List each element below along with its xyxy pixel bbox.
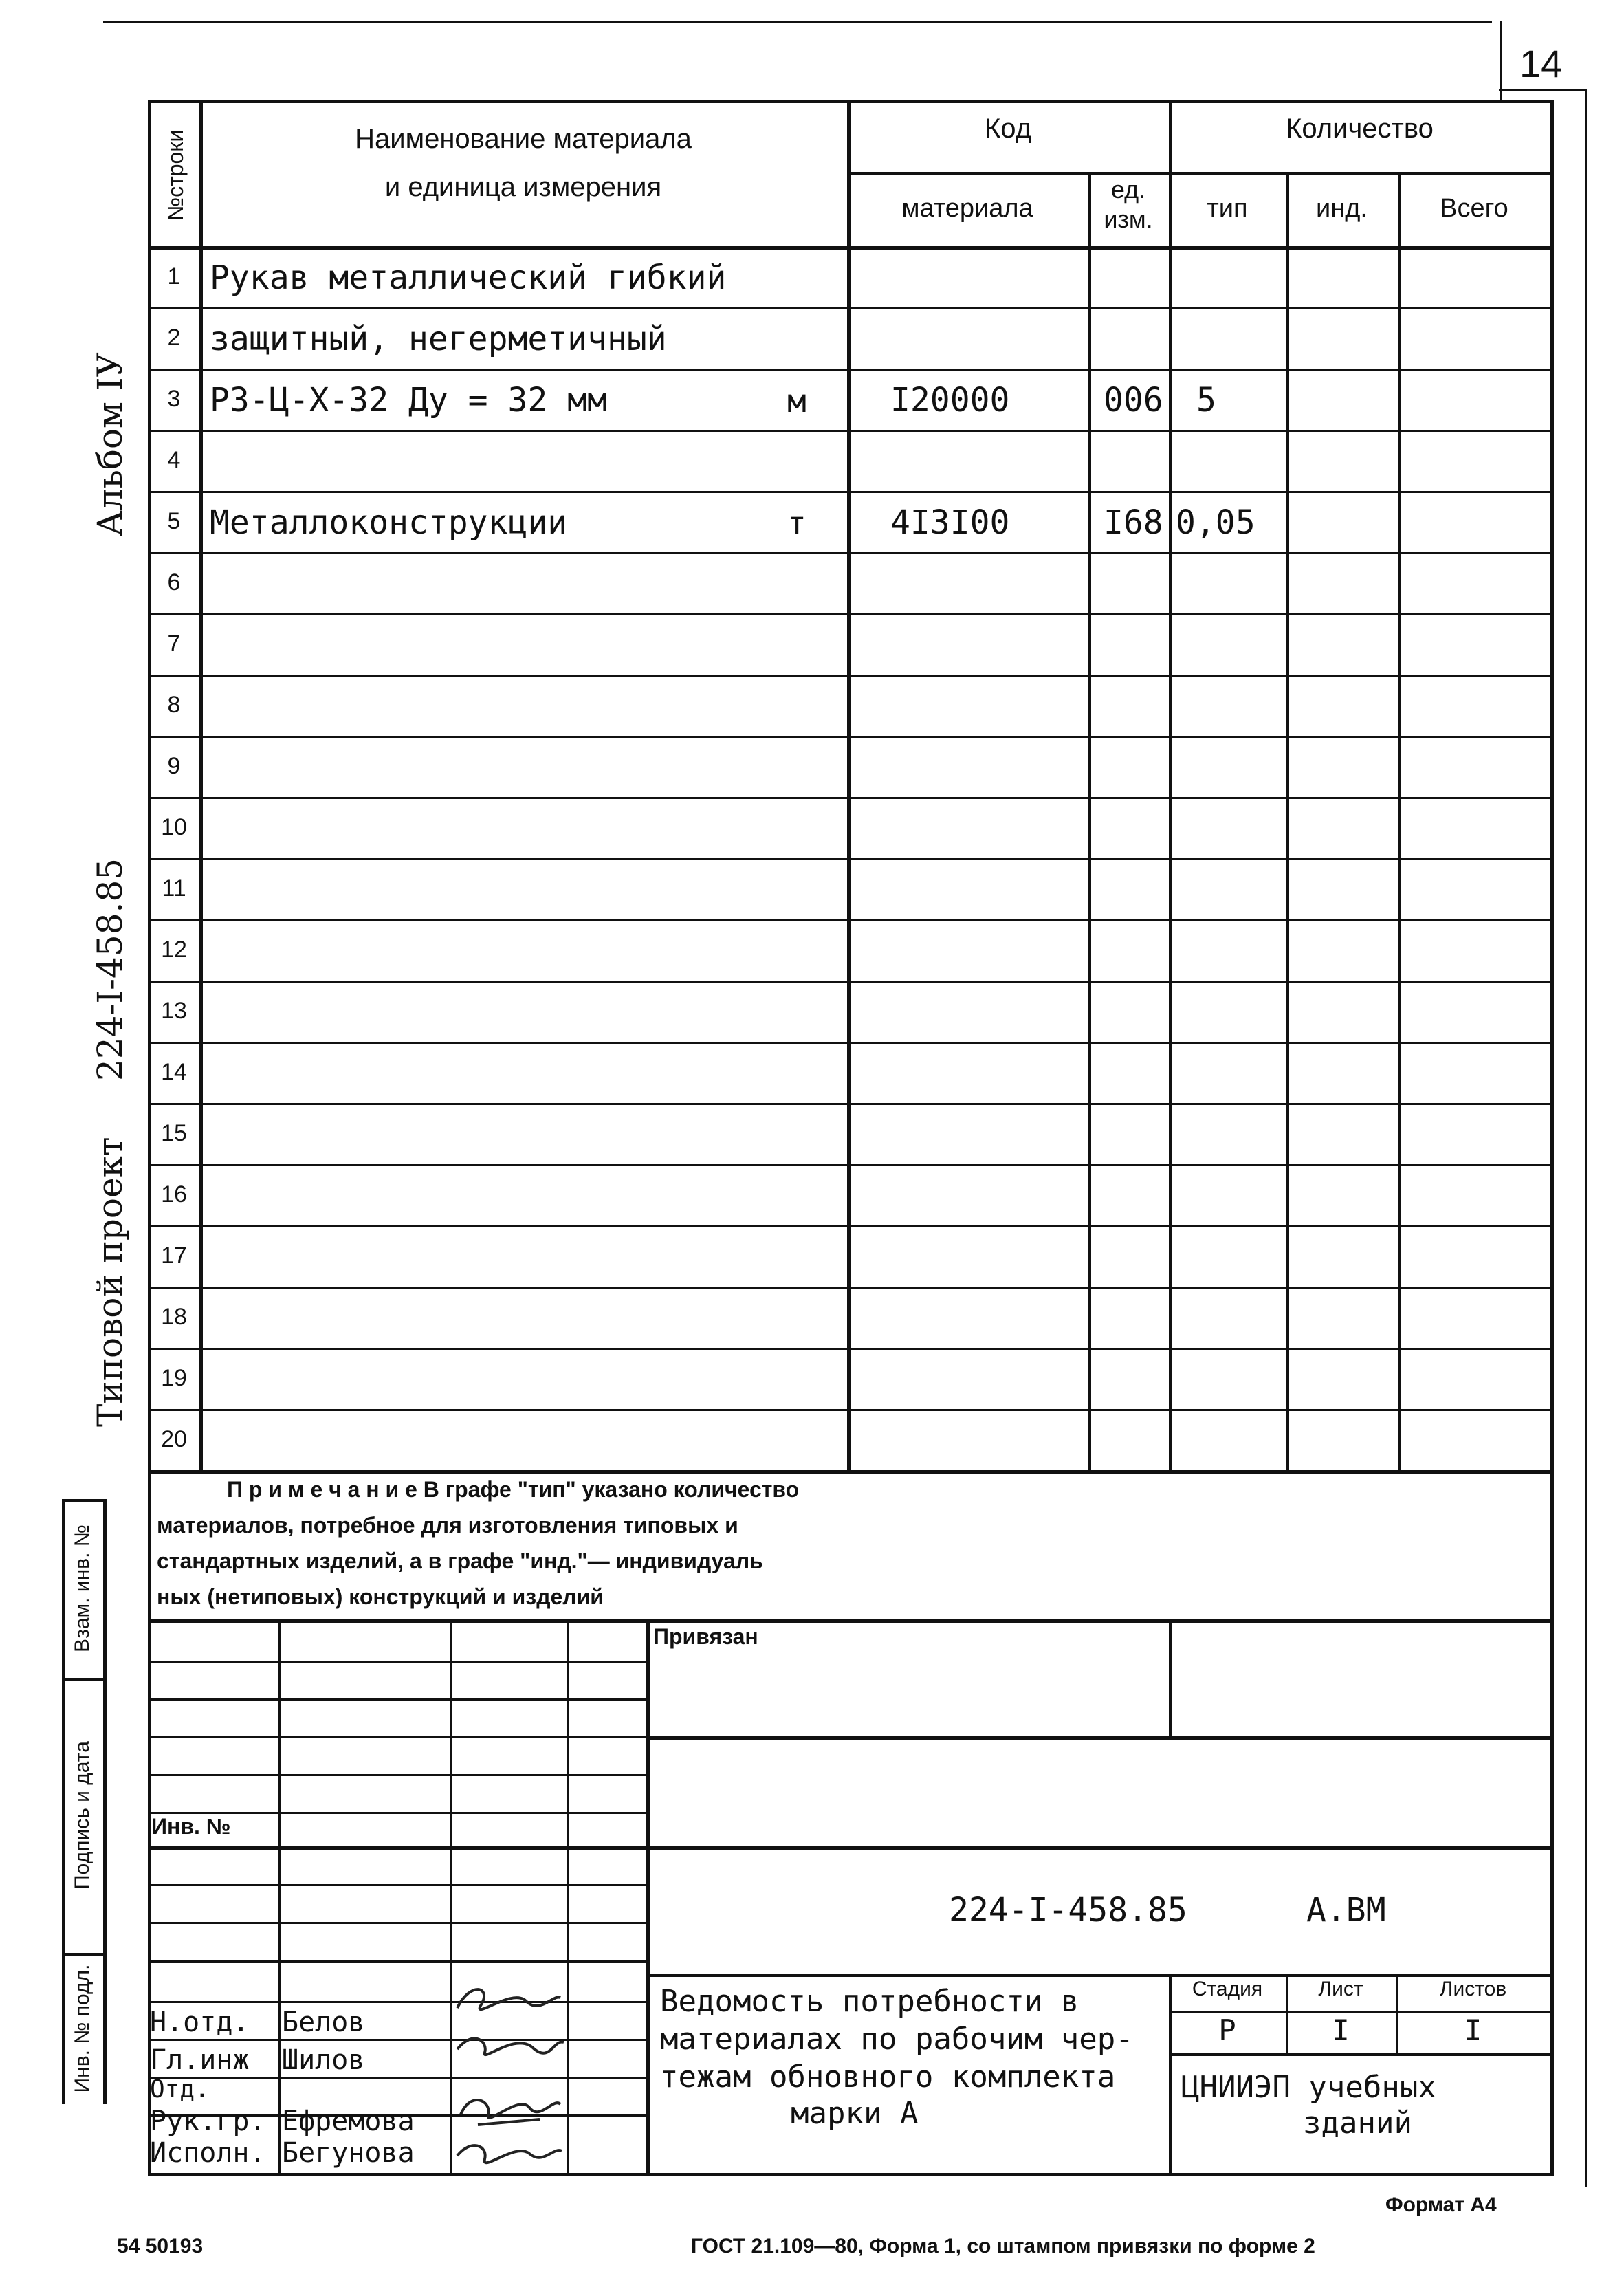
stamp-row xyxy=(148,2001,646,2003)
signer-name: Бегунова xyxy=(282,2137,415,2169)
signer-role: Гл.инж xyxy=(150,2044,250,2076)
stamp-row xyxy=(148,1736,646,1738)
row5-type: 0,05 xyxy=(1176,503,1255,542)
signature-3 xyxy=(461,2100,560,2125)
row-line xyxy=(148,430,1554,432)
note-line1: П р и м е ч а н и е В графе "тип" указано количество xyxy=(227,1477,800,1502)
binding-strip-sep1 xyxy=(62,1678,107,1681)
header-row-no: №строки xyxy=(163,129,188,221)
stamp-stage-value: Р xyxy=(1218,2013,1236,2047)
typical-project-label: Типовой проект xyxy=(90,1137,130,1427)
binding-strip-mid xyxy=(103,1499,107,2104)
row1-name: Рукав металлический гибкий xyxy=(210,259,727,297)
row-number: 2 xyxy=(167,325,181,351)
row5-unit: т xyxy=(787,505,806,542)
note-line2: материалов, потребное для изготовления типовых и xyxy=(157,1513,738,1538)
stamp-title-line2: материалах по рабочим чер- xyxy=(660,2022,1134,2057)
row-number: 7 xyxy=(167,631,181,657)
table-top-border xyxy=(148,100,1554,103)
row-number: 14 xyxy=(161,1059,187,1085)
row-line xyxy=(148,1225,1554,1227)
table-body-bottom xyxy=(148,1470,1554,1474)
signer-name: Шилов xyxy=(282,2044,365,2076)
stamp-bottom xyxy=(148,2173,1554,2176)
row-number: 11 xyxy=(162,875,186,901)
row-number: 16 xyxy=(161,1181,187,1207)
header-code: Код xyxy=(984,113,1031,144)
stamp-doc-code: 224-I-458.85 xyxy=(949,1891,1187,1929)
row-number: 20 xyxy=(161,1426,187,1452)
note-line3: стандартных изделий, а в графе "инд."— индивидуаль xyxy=(157,1549,763,1573)
stamp-title-line4: марки А xyxy=(791,2096,919,2131)
stamp-main-divider xyxy=(646,1619,650,2176)
stamp-code-top xyxy=(646,1846,1554,1850)
row-line xyxy=(148,307,1554,309)
binding-vzam-inv: Взам. инв. № xyxy=(71,1524,94,1652)
stamp-row xyxy=(148,1922,646,1924)
row-number: 13 xyxy=(161,998,187,1024)
row5-unit-code: I68 xyxy=(1104,503,1163,542)
stamp-sheets-value: I xyxy=(1464,2013,1482,2047)
header-subline xyxy=(847,172,1552,175)
signer-name: Ефремова xyxy=(282,2106,415,2137)
row-number: 8 xyxy=(167,692,181,718)
row-line xyxy=(148,552,1554,554)
row-line xyxy=(148,1348,1554,1350)
album-label: Альбом IУ xyxy=(90,352,130,536)
signature-2 xyxy=(457,2038,564,2055)
col-type-line xyxy=(1286,172,1289,1472)
signer-role: Исполн. xyxy=(150,2137,266,2169)
row-number: 9 xyxy=(167,753,181,779)
header-material: материала xyxy=(901,194,1033,223)
row2-name: защитный, негерметичный xyxy=(210,320,667,358)
row-line xyxy=(148,1287,1554,1289)
signer-role: Отд. xyxy=(150,2075,210,2103)
binding-inv-podl: Инв. № подл. xyxy=(71,1964,94,2093)
row-number: 19 xyxy=(161,1365,187,1391)
row-line xyxy=(148,1409,1554,1411)
col-ind-line xyxy=(1398,172,1401,1472)
row-line xyxy=(148,675,1554,677)
header-name-line2: и единица измерения xyxy=(384,172,662,202)
stamp-row xyxy=(148,1884,646,1886)
page-number-underline xyxy=(1499,89,1585,91)
stamp-privyazan: Привязан xyxy=(653,1624,758,1649)
row-line xyxy=(148,369,1554,371)
col-rownum-line xyxy=(199,100,203,1472)
row3-name: РЗ-Ц-Х-32 Ду = 32 мм xyxy=(210,381,607,419)
top-border xyxy=(103,21,1492,23)
row-line xyxy=(148,797,1554,799)
row-line xyxy=(148,1042,1554,1044)
note-line4: ных (нетиповых) конструкций и изделий xyxy=(157,1584,604,1609)
stamp-sign-top xyxy=(148,1960,646,1963)
col-name-line xyxy=(847,100,851,1472)
stamp-col-c xyxy=(567,1619,569,2176)
row3-type: 5 xyxy=(1196,381,1216,419)
stamp-row xyxy=(148,2077,646,2079)
header-bottom xyxy=(148,246,1554,250)
row-number: 15 xyxy=(161,1120,187,1146)
page-number-divider xyxy=(1500,21,1502,100)
header-ind: инд. xyxy=(1316,194,1368,223)
footer-gost: ГОСТ 21.109—80, Форма 1, со штампом привязки по форме 2 xyxy=(691,2235,1315,2257)
row-number: 17 xyxy=(161,1243,187,1269)
row-line xyxy=(148,858,1554,860)
row5-name: Металлоконструкции xyxy=(210,503,568,542)
stamp-title-line3: тежам обновного комплекта xyxy=(660,2059,1116,2095)
row-line xyxy=(148,1164,1554,1166)
header-quantity: Количество xyxy=(1286,113,1434,144)
table-right-border xyxy=(1550,100,1554,2173)
stamp-stage-label: Стадия xyxy=(1192,1978,1263,2000)
signer-role: Н.отд. xyxy=(150,2007,250,2038)
row5-code: 4I3I00 xyxy=(890,503,1010,542)
footer-format: Формат А4 xyxy=(1385,2194,1497,2216)
signature-4 xyxy=(457,2145,562,2163)
row-number: 12 xyxy=(161,937,187,963)
row3-unit-code: 006 xyxy=(1104,381,1163,419)
right-border xyxy=(1585,89,1587,2187)
row3-unit: м xyxy=(787,382,806,419)
stamp-org-line2: зданий xyxy=(1303,2106,1412,2141)
row3-code: I20000 xyxy=(890,381,1010,419)
header-name-line1: Наименование материала xyxy=(355,124,692,154)
row-number: 18 xyxy=(161,1304,187,1330)
signature-scribbles xyxy=(450,1967,567,2173)
stamp-inv-line xyxy=(148,1846,646,1850)
stamp-row xyxy=(148,1661,646,1663)
stamp-sheet-value: I xyxy=(1332,2013,1350,2047)
signature-1 xyxy=(457,1989,560,2009)
signer-role: Рук.гр. xyxy=(150,2106,266,2137)
stamp-mark: А.ВМ xyxy=(1306,1891,1386,1929)
footer-number: 54 50193 xyxy=(117,2235,204,2257)
note-bottom xyxy=(148,1619,1554,1623)
stamp-sheet-label: Лист xyxy=(1318,1978,1363,2000)
row-number: 3 xyxy=(167,386,181,412)
col-unit-line xyxy=(1169,100,1172,1472)
stamp-org-line1: ЦНИИЭП учебных xyxy=(1181,2070,1436,2105)
row-number: 1 xyxy=(167,263,181,289)
page-number: 14 xyxy=(1519,42,1563,85)
stamp-org-divider xyxy=(1169,1974,1172,2176)
row-line xyxy=(148,981,1554,983)
row-number: 4 xyxy=(167,447,181,473)
row-line xyxy=(148,491,1554,493)
project-code-label: 224-I-458.85 xyxy=(90,858,130,1081)
col-material-line xyxy=(1088,172,1091,1472)
row-number: 6 xyxy=(167,569,181,595)
stamp-inv-no: Инв. № xyxy=(151,1814,231,1839)
stamp-code-bottom xyxy=(646,1974,1554,1977)
row-line xyxy=(148,1103,1554,1105)
signer-name: Белов xyxy=(282,2007,365,2038)
row-number: 5 xyxy=(167,508,181,534)
stamp-col-a xyxy=(278,1619,281,2176)
stamp-row xyxy=(148,1698,646,1701)
stamp-privyazan-bottom xyxy=(646,1736,1554,1740)
header-total: Всего xyxy=(1440,194,1508,223)
stamp-stage-bottom xyxy=(1169,2053,1554,2056)
header-unit-line2: изм. xyxy=(1104,205,1153,233)
header-type: тип xyxy=(1207,194,1248,223)
row-line xyxy=(148,919,1554,921)
binding-signature-date: Подпись и дата xyxy=(71,1741,94,1890)
stamp-sheets-label: Листов xyxy=(1439,1978,1507,2000)
stamp-privyazan-divider xyxy=(1169,1619,1172,1736)
stamp-row xyxy=(148,1774,646,1776)
header-unit-line1: ед. xyxy=(1110,175,1146,204)
stamp-row xyxy=(148,2039,646,2041)
row-number: 10 xyxy=(161,814,187,840)
row-line xyxy=(148,613,1554,615)
row-line xyxy=(148,736,1554,738)
stamp-title-line1: Ведомость потребности в xyxy=(660,1984,1079,2019)
